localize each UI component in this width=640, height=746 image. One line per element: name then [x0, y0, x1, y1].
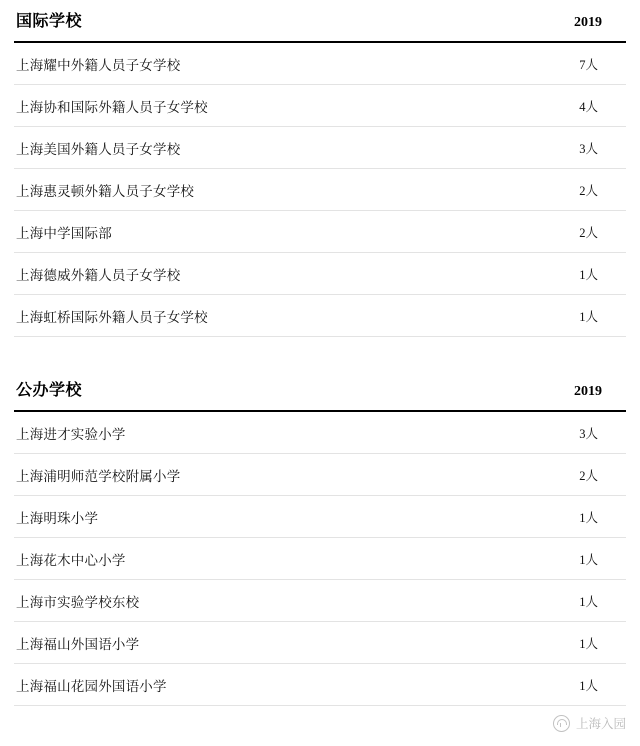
table-row: [14, 85, 626, 127]
table-header-row: [14, 369, 626, 412]
table-row: [14, 454, 626, 496]
school-name: 上海美国外籍人员子女学校: [16, 141, 181, 157]
public-schools-table: [0, 369, 640, 706]
school-name: 上海德威外籍人员子女学校: [16, 267, 181, 283]
table-header-year: 2019: [574, 15, 602, 30]
international-schools-table: [0, 0, 640, 337]
table-header-category: 公办学校: [16, 382, 83, 399]
school-name: 上海虹桥国际外籍人员子女学校: [16, 309, 208, 325]
table-row: [14, 496, 626, 538]
school-name: 上海花木中心小学: [16, 552, 126, 568]
school-name: 上海明珠小学: [16, 510, 99, 526]
watermark-label: 上海入园: [575, 717, 626, 731]
school-count: 1人: [579, 636, 598, 651]
table-row: [14, 295, 626, 337]
table-row: [14, 127, 626, 169]
table-row: [14, 43, 626, 85]
school-name: 上海进才实验小学: [16, 426, 126, 442]
table-row: [14, 664, 626, 706]
school-name: 上海福山外国语小学: [16, 636, 140, 652]
school-count: 1人: [579, 594, 598, 609]
school-name: 上海耀中外籍人员子女学校: [16, 57, 181, 73]
person-circle-icon: [553, 715, 570, 732]
table-header-row: [14, 0, 626, 43]
table-row: [14, 580, 626, 622]
school-name: 上海浦明师范学校附属小学: [16, 468, 181, 484]
school-count: 7人: [579, 57, 598, 72]
bottom-spacer: [0, 706, 640, 714]
school-name: 上海市实验学校东校: [16, 594, 140, 610]
school-count: 1人: [579, 309, 598, 324]
school-name: 上海协和国际外籍人员子女学校: [16, 99, 208, 115]
table-row: [14, 169, 626, 211]
school-count: 2人: [579, 225, 598, 240]
school-name: 上海中学国际部: [16, 225, 112, 241]
school-count: 4人: [579, 99, 598, 114]
table-row: [14, 211, 626, 253]
school-count: 1人: [579, 510, 598, 525]
school-count: 2人: [579, 468, 598, 483]
school-count: 1人: [579, 552, 598, 567]
school-name: 上海惠灵顿外籍人员子女学校: [16, 183, 195, 199]
school-count: 3人: [579, 426, 598, 441]
watermark: [553, 714, 626, 732]
school-count: 2人: [579, 183, 598, 198]
school-count: 1人: [579, 678, 598, 693]
table-row: [14, 622, 626, 664]
school-count: 1人: [579, 267, 598, 282]
table-row: [14, 412, 626, 454]
table-row: [14, 253, 626, 295]
table-header-category: 国际学校: [16, 13, 83, 30]
school-count: 3人: [579, 141, 598, 156]
school-name: 上海福山花园外国语小学: [16, 678, 167, 694]
table-row: [14, 538, 626, 580]
table-header-year: 2019: [574, 384, 602, 399]
